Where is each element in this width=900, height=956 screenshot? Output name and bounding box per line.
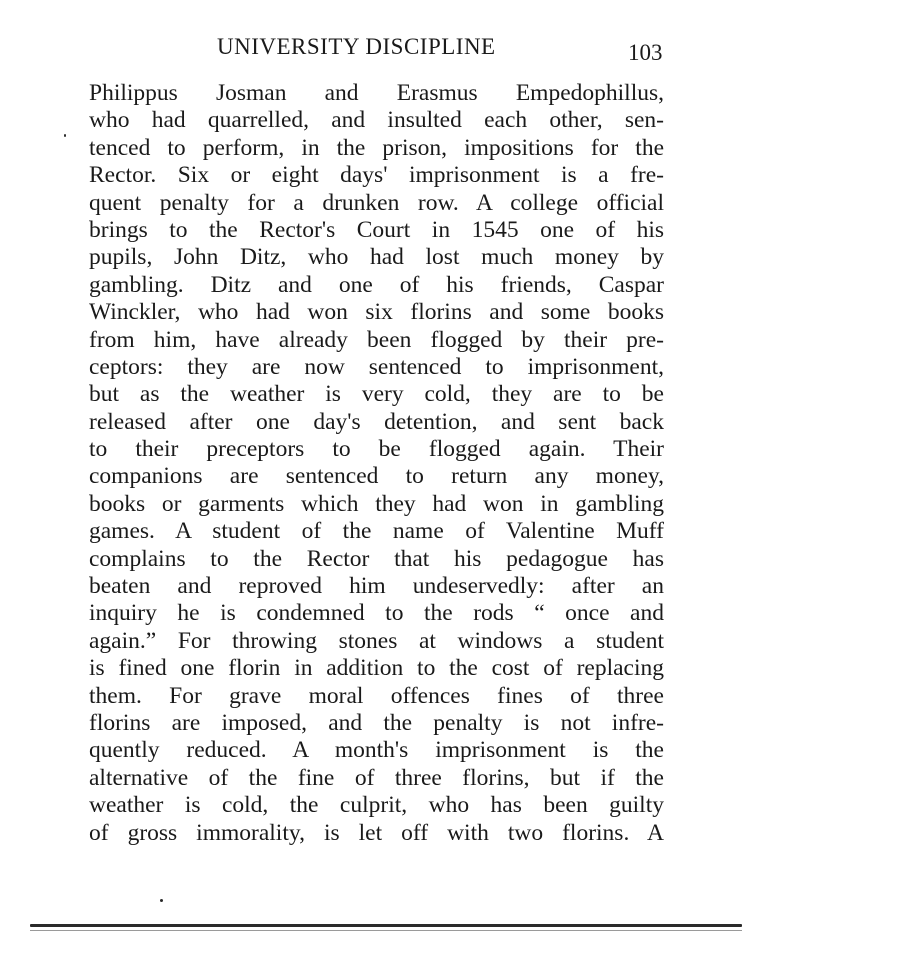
page-bottom-rule-shadow: [30, 930, 742, 931]
text-line: released after one day's detention, and sent back: [89, 408, 664, 435]
text-line: complains to the Rector that his pedagogue has: [89, 545, 664, 572]
text-line: gambling. Ditz and one of his friends, Caspar: [89, 271, 664, 298]
text-line: Rector. Six or eight days' imprisonment is a fre-: [89, 162, 664, 189]
text-line: who had quarrelled, and insulted each other, sen-: [89, 107, 664, 134]
text-line: but as the weather is very cold, they are to be: [89, 381, 664, 408]
text-line: brings to the Rector's Court in 1545 one of his: [89, 216, 664, 243]
text-line: alternative of the fine of three florins, but if the: [89, 764, 664, 791]
text-line: quent penalty for a drunken row. A college official: [89, 189, 664, 216]
text-line: quently reduced. A month's imprisonment is the: [89, 737, 664, 764]
text-line: from him, have already been flogged by their pre-: [89, 326, 664, 353]
page-bottom-rule: [30, 924, 742, 927]
running-title: UNIVERSITY DISCIPLINE: [217, 34, 496, 59]
ink-speck: [160, 899, 163, 902]
text-line: pupils, John Ditz, who had lost much money by: [89, 244, 664, 271]
text-line: again.” For throwing stones at windows a student: [89, 627, 664, 654]
text-line: ceptors: they are now sentenced to imprisonment,: [89, 353, 664, 380]
text-line: inquiry he is condemned to the rods “ once and: [89, 600, 664, 627]
body-text: [89, 80, 664, 847]
page-number: 103: [628, 40, 663, 65]
text-line: to their preceptors to be flogged again. Their: [89, 436, 664, 463]
text-line: of gross immorality, is let off with two florins. A: [89, 819, 664, 846]
text-line: weather is cold, the culprit, who has been guilty: [89, 792, 664, 819]
text-line: beaten and reproved him undeservedly: after an: [89, 573, 664, 600]
ink-speck: [64, 134, 66, 137]
text-line: is fined one florin in addition to the cost of replacing: [89, 655, 664, 682]
text-line: Philippus Josman and Erasmus Empedophillus,: [89, 80, 664, 106]
text-line: florins are imposed, and the penalty is not infre-: [89, 709, 664, 736]
text-line: them. For grave moral offences fines of three: [89, 682, 664, 709]
text-line: companions are sentenced to return any money,: [89, 463, 664, 490]
text-line: Winckler, who had won six florins and some books: [89, 299, 664, 326]
text-line: games. A student of the name of Valentine Muff: [89, 518, 664, 545]
text-line: books or garments which they had won in gambling: [89, 490, 664, 517]
text-line: tenced to perform, in the prison, impositions for the: [89, 134, 664, 161]
